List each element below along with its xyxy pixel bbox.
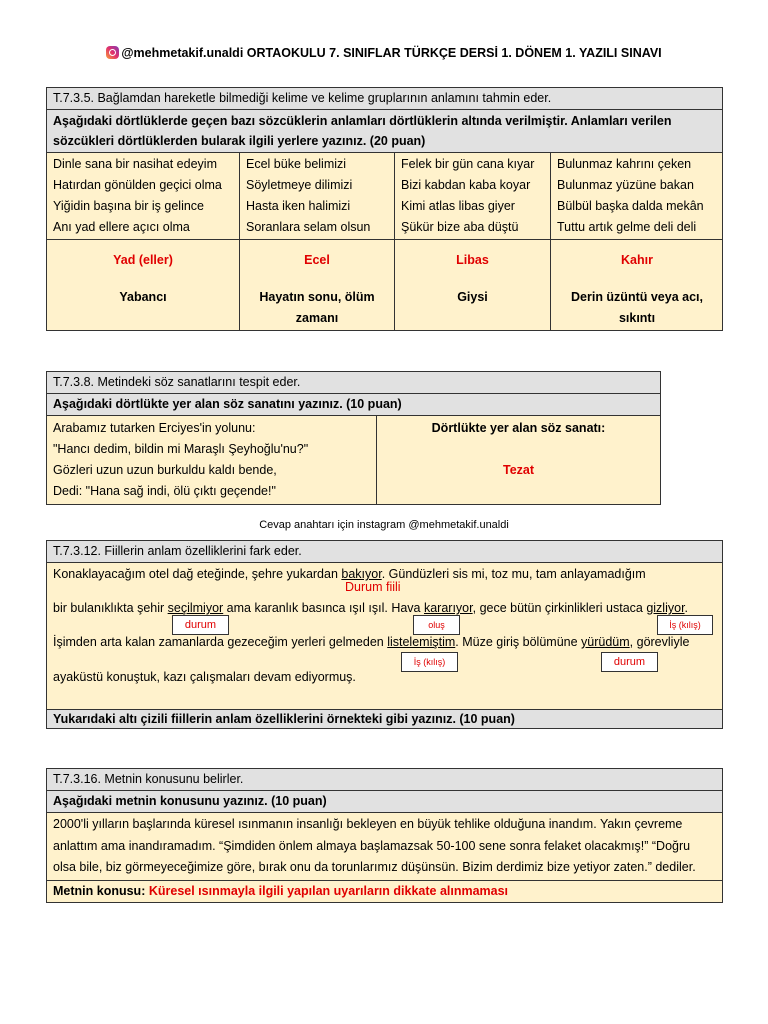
answer-box: İş (kılış) (401, 652, 458, 672)
answer-label: Dörtlükte yer alan söz sanatı: (431, 421, 606, 435)
answer-value: Tezat (502, 463, 535, 477)
answer-box: durum (172, 615, 229, 635)
objective-label: T.7.3.5. Bağlamdan hareketle bilmediği kelime ve kelime gruplarının anlamını tahmin eder. (47, 88, 722, 110)
verse-grid (47, 153, 722, 330)
instruction-text: Aşağıdaki dörtlüklerde geçen bazı sözcüklerin anlamları dörtlüklerin altında verilmiştir. Anlamları verilen sözcükleri dörtlüklerden bularak ilgili yerlere yazınız. (20 puan) (47, 110, 722, 153)
instruction-text: Aşağıdaki dörtlükte yer alan söz sanatını yazınız. (10 puan) (47, 394, 660, 416)
answer-box: oluş (413, 615, 460, 635)
exam-title (0, 46, 768, 60)
verse-3: Felek bir gün cana kıyar Bizi kabdan kaba koyar Kimi atlas libas giyer Şükür bize aba düştü (395, 153, 551, 239)
answer-row (47, 239, 722, 330)
verse-2: Ecel büke belimizi Söyletmeye dilimizi Hasta iken halimizi Soranlara selam olsun (240, 153, 395, 239)
answer-cell (377, 416, 660, 504)
topic-answer: Küresel ısınmayla ilgili yapılan uyarıların dikkate alınmaması (148, 883, 509, 898)
verse-answer-row (47, 416, 660, 504)
passage-text: 2000'li yılların başlarında küresel ısınmanın insanlığı bekleyen en büyük tehlike olduğuna inandım. Yakın çevreme anlattım ama inandıramadım. “Şimdiden önlem almaya başlamazsak 50-100 sene sonra felaket olacakmış!” “Doğru olsa bile, biz görmeyeceğimize göre, bırak onu da torunlarımız düşünsün. Bizim derdimiz bize yetiyor zaten.” dediler. (47, 813, 722, 881)
verse-1: Dinle sana bir nasihat edeyim Hatırdan gönülden geçici olma Yiğidin başına bir iş gelince Anı yad ellere açıcı olma (47, 153, 240, 239)
instruction-text: Yukarıdaki altı çizili fiillerin anlam özelliklerini örnekteki gibi yazınız. (10 puan) (47, 710, 722, 728)
section-verbs (46, 540, 723, 729)
section-topic (46, 768, 723, 903)
answer-4: Kahır Derin üzüntü veya acı, sıkıntı (551, 239, 723, 330)
objective-label: T.7.3.12. Fiillerin anlam özelliklerini fark eder. (47, 541, 722, 563)
answer-2: Ecel Hayatın sonu, ölüm zamanı (240, 239, 395, 330)
instruction-text: Aşağıdaki metnin konusunu yazınız. (10 puan) (47, 791, 722, 813)
verse: Arabamız tutarken Erciyes'in yolunu: "Hancı dedim, bildin mi Maraşlı Şeyhoğlu'nu?" Gözleri uzun uzun burkuldu kaldı bende, Dedi: "Hana sağ indi, ölü çıktı geçende!" (47, 416, 377, 504)
verb-passage (47, 563, 722, 710)
verse-4: Bulunmaz kahrını çeken Bulunmaz yüzüne bakan Bülbül başka dalda mekân Tuttu artık gelme deli deli (557, 157, 704, 234)
passage-line: Konaklayacağım otel dağ eteğinde, şehre yukardan bakıyor. Gündüzleri sis mi, toz mu, tam anlayamadığım (53, 567, 646, 581)
passage-line: İşimden arta kalan zamanlarda gezeceğim yerleri gelmeden listelemiştim. Müze giriş bölümüne yürüdüm, görevliyle (53, 635, 690, 649)
instagram-icon (106, 46, 119, 59)
answer-box: İş (kılış) (657, 615, 713, 635)
underlined-verb: listelemiştim (387, 635, 456, 649)
underlined-verb: kararıyor (423, 601, 473, 615)
topic-row (47, 881, 722, 902)
answer-box: durum (601, 652, 658, 672)
verse-row (47, 153, 722, 239)
section-vocabulary (46, 87, 723, 331)
passage-line: bir bulanıklıkta şehir seçilmiyor ama karanlık basınca ışıl ışıl. Hava kararıyor, gece bütün çirkinlikleri ustaca gizliyor. (53, 601, 689, 615)
objective-label: T.7.3.8. Metindeki söz sanatlarını tespit eder. (47, 372, 660, 394)
answer-key-note: Cevap anahtarı için instagram @mehmetakif.unaldi (259, 519, 509, 531)
underlined-verb: gizliyor (646, 601, 685, 615)
answer-3: Libas Giysi (395, 239, 551, 330)
passage-line: ayaküstü konuştuk, kazı çalışmaları devam ediyormuş. (53, 670, 356, 684)
example-label: Durum fiili (345, 580, 401, 594)
underlined-verb: yürüdüm (581, 635, 630, 649)
underlined-verb: bakıyor (341, 567, 382, 581)
underlined-verb: seçilmiyor (167, 601, 224, 615)
objective-label: T.7.3.16. Metnin konusunu belirler. (47, 769, 722, 791)
section-figures-of-speech (46, 371, 661, 505)
answer-1: Yad (eller) Yabancı (47, 239, 240, 330)
exam-title-text: @mehmetakif.unaldi ORTAOKULU 7. SINIFLAR TÜRKÇE DERSİ 1. DÖNEM 1. YAZILI SINAVI (121, 46, 662, 60)
topic-label: Metnin konusu: (53, 883, 146, 898)
